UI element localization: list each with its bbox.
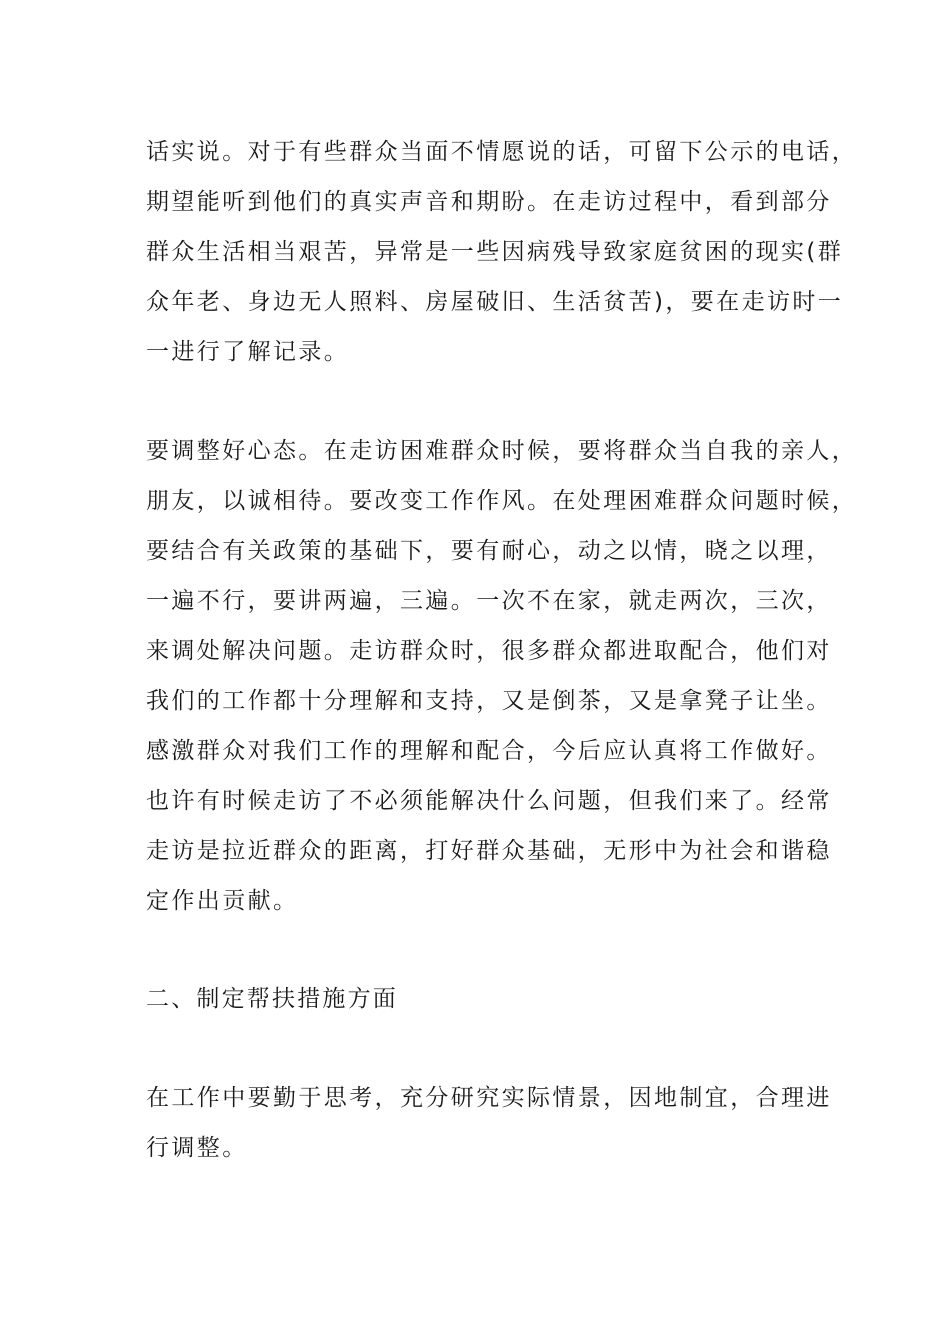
text-line: 期望能听到他们的真实声音和期盼。在走访过程中，看到部分: [146, 189, 832, 215]
text-line: 感激群众对我们工作的理解和配合，今后应认真将工作做好。: [146, 738, 832, 764]
text-line: 众年老、身边无人照料、房屋破旧、生活贫苦)，要在走访时一: [146, 289, 844, 315]
text-line: 一遍不行，要讲两遍，三遍。一次不在家，就走两次，三次，: [146, 588, 832, 614]
text-line: 群众生活相当艰苦，异常是一些因病残导致家庭贫困的现实(群: [146, 239, 844, 265]
text-line: 在工作中要勤于思考，充分研究实际情景，因地制宜，合理进: [146, 1085, 832, 1111]
text-line: 也许有时候走访了不必须能解决什么问题，但我们来了。经常: [146, 788, 832, 814]
text-line: 我们的工作都十分理解和支持，又是倒茶，又是拿凳子让坐。: [146, 688, 832, 714]
text-line: 行调整。: [146, 1135, 248, 1161]
text-line: 走访是拉近群众的距离，打好群众基础，无形中为社会和谐稳: [146, 838, 832, 864]
text-line: 定作出贡献。: [146, 888, 299, 914]
text-line: 话实说。对于有些群众当面不情愿说的话，可留下公示的电话，: [146, 139, 858, 165]
text-line: 来调处解决问题。走访群众时，很多群众都进取配合，他们对: [146, 638, 832, 664]
text-line: 一进行了解记录。: [146, 339, 350, 365]
section-heading: 二、制定帮扶措施方面: [146, 986, 398, 1012]
text-line: 要调整好心态。在走访困难群众时候，要将群众当自我的亲人，: [146, 438, 858, 464]
text-line: 要结合有关政策的基础下，要有耐心，动之以情，晓之以理，: [146, 538, 832, 564]
text-line: 朋友，以诚相待。要改变工作作风。在处理困难群众问题时候，: [146, 488, 858, 514]
